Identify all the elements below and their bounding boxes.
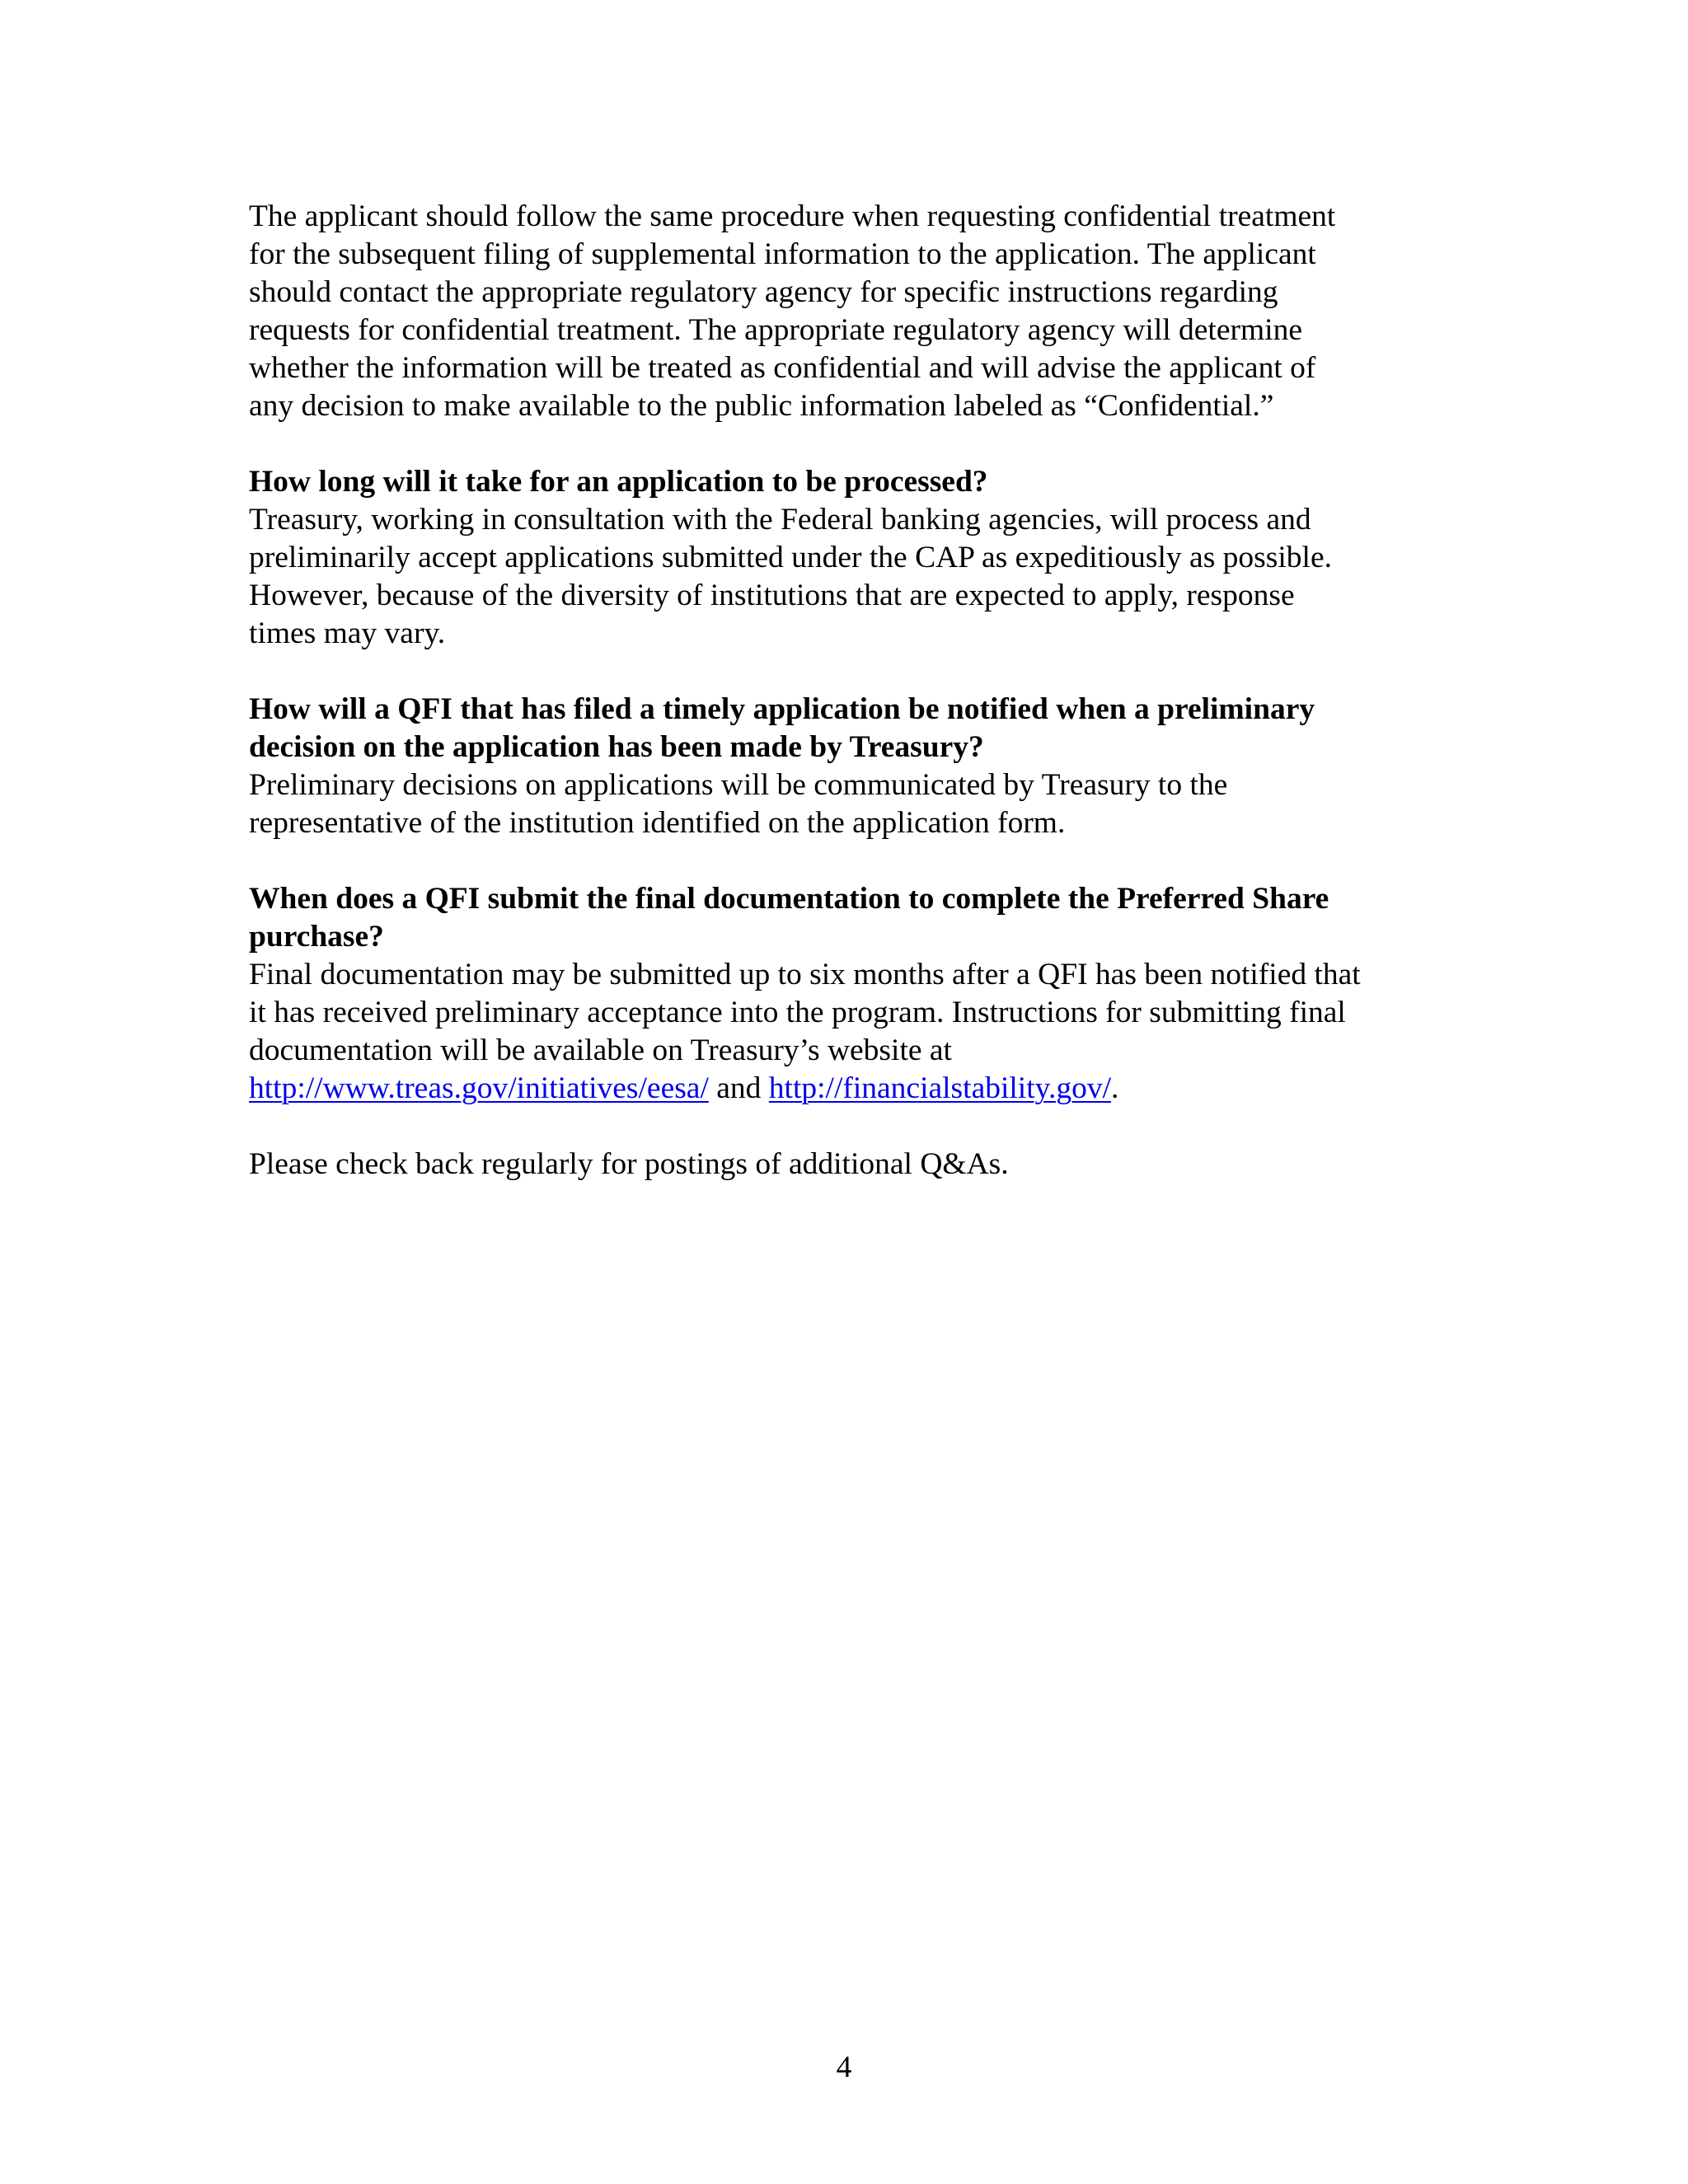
answer-line: Final documentation may be submitted up to six months after a QFI has been notified that [249,958,1361,991]
paragraph-line: should contact the appropriate regulatory agency for specific instructions regarding [249,275,1278,309]
question-line: How long will it take for an application to be processed? [249,465,988,499]
paragraph-line: The applicant should follow the same procedure when requesting confidential treatment [249,199,1336,233]
question-heading [249,691,1452,766]
answer-line: preliminarily accept applications submitted under the CAP as expeditiously as possible. [249,541,1332,574]
paragraph-line: for the subsequent filing of supplemental information to the application. The applicant [249,237,1316,271]
treasury-eesa-link[interactable]: http://www.treas.gov/initiatives/eesa/ [249,1071,709,1105]
financial-stability-link[interactable]: http://financialstability.gov/ [768,1071,1111,1105]
closing-paragraph [249,1146,1452,1183]
paragraph-line: any decision to make available to the public information labeled as “Confidential.” [249,389,1274,423]
question-line: When does a QFI submit the final documentation to complete the Preferred Share [249,882,1329,916]
page-number: 4 [836,2050,852,2084]
answer-line: representative of the institution identified on the application form. [249,806,1066,840]
answer-line: documentation will be available on Treasury’s website at [249,1033,952,1067]
question-heading [249,463,1452,501]
answer-line: Treasury, working in consultation with the Federal banking agencies, will process and [249,503,1311,537]
intro-paragraph [249,198,1452,425]
qa-processing-time [249,463,1452,653]
answer-line: it has received preliminary acceptance into the program. Instructions for submitting final [249,996,1346,1029]
link-connector-text: and [708,1071,769,1105]
sentence-end-text: . [1111,1071,1119,1105]
qa-final-documentation [249,880,1452,1108]
answer-text [249,766,1452,842]
answer-line: Preliminary decisions on applications will be communicated by Treasury to the [249,768,1228,802]
answer-text [249,501,1452,653]
question-line: decision on the application has been made by Treasury? [249,730,984,764]
question-line: purchase? [249,920,384,954]
closing-line: Please check back regularly for postings of additional Q&As. [249,1147,1009,1181]
answer-line: However, because of the diversity of institutions that are expected to apply, response [249,579,1295,612]
links-line [249,1070,1452,1108]
paragraph-line: requests for confidential treatment. The appropriate regulatory agency will determine [249,313,1302,347]
paragraph-line: whether the information will be treated as confidential and will advise the applicant of [249,351,1316,385]
question-line: How will a QFI that has filed a timely application be notified when a preliminary [249,692,1315,726]
answer-text [249,956,1452,1108]
question-heading [249,880,1452,956]
qa-notification [249,691,1452,842]
document-body [249,198,1452,1221]
answer-line: times may vary. [249,616,446,650]
